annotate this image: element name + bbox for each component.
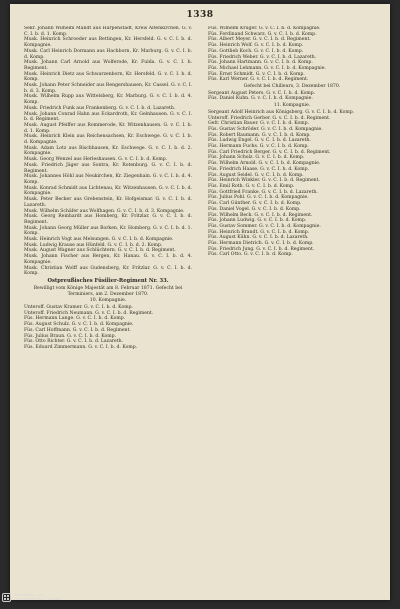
list-entry: Musk. Wilhelm Schäfer aus Wolfhagen. G. v. C. I. b. d. 3. Kompagnie. — [24, 208, 185, 214]
list-entry: Füs. Carl Günther. G. v. C. I. b. d. Komp. — [208, 201, 302, 207]
list-entry: Musk. Peter Becker aus Grebenstein, Kr. Hofgeismar. G. v. C. I. b. d. Lazareth. — [24, 197, 192, 208]
list-entry: Füs. Wilhelm Beck. G. v. C. I. b. d. Regiment. — [208, 212, 313, 218]
list-entry: Gefr. Christian Bauer. G. v. C. I. b. d. Komp. — [208, 121, 310, 127]
list-entry: Musk. Johann Fischer aus Bergen, Kr. Hanau. G. v. C. I. b. d. 4. Kompagnie. — [24, 254, 192, 265]
section-subheading: 10. Kompagnie. — [89, 298, 127, 304]
list-entry: Musk. Johann Carl Arnold aus Wolferode, Kr. Fulda. G. v. C. I. b. Regiment. — [24, 60, 192, 71]
right-column — [208, 26, 376, 588]
list-entry: Füs. Emil Roth. G. v. C. I. b. d. Komp. — [208, 183, 295, 189]
list-entry: Füs. Wilhelm Arnold. G. v. C. I. b. d. Kompagnie. — [208, 161, 321, 167]
list-entry: Füs. Julius Braun. G. v. C. I. b. d. Komp. — [24, 333, 117, 339]
list-entry: Füs. Otto Richter. G. v. C. I. b. d. Lazareth. — [24, 339, 123, 345]
list-entry: Unteroff. Gustav Kramer. G. v. C. I. b. d. Komp. — [24, 305, 134, 311]
list-entry: Füs. Carl Hoffmann. G. v. C. I. b. d. Regiment. — [24, 327, 131, 333]
list-entry: Unteroff. Friedrich Neumann. G. v. C. I. b. d. Regiment. — [24, 310, 154, 316]
list-entry: Unteroff. Friedrich Gerber. G. v. C. I. b. d. Regiment. — [208, 115, 331, 121]
list-entry: Füs. August Seidel. G. v. C. I. b. d. Komp. — [208, 172, 304, 178]
left-column — [24, 26, 192, 588]
list-entry: Musk. Ludwig Krause aus Hünfeld. G. v. C. I. b. d. 2. Komp. — [24, 242, 163, 248]
list-entry: Füs. Michael Lehmann. G. v. C. I. b. d. Kompagnie. — [208, 65, 326, 71]
list-entry: Musk. Konrad Schmidt aus Lichtenau, Kr. Witzenhausen. G. v. C. I. b. d. Kompagnie. — [24, 185, 192, 197]
list-entry: Füs. Carl Otto. G. v. C. I. b. d. Komp. — [208, 252, 293, 258]
list-entry: Füs. Gustav Schröder. G. v. C. I. b. d. Kompagnie. — [208, 126, 323, 132]
list-entry: Musk. Christian Wolff aus Gudensberg, Kr. Fritzlar. G. v. C. I. b. d. Komp. — [24, 265, 192, 277]
list-entry: Musk. Johann Georg Müller aus Borken, Kr. Homberg. G. v. C. I. b. d. 1. Komp. — [24, 225, 192, 237]
list-entry: Füs. Ferdinand Schwarz. G. v. C. I. b. d. Komp. — [208, 31, 317, 37]
list-entry: Füs. Heinrich Wolf. G. v. C. I. b. d. Komp. — [208, 43, 304, 49]
list-entry: Sergeant Adolf Heinrich aus Königsberg. G. v. C. I. b. d. Komp. — [208, 109, 355, 115]
list-entry: Sekr. Johann Wilhelm Mandt aus Harpenstadt, Kreis Altenkirchen. G. v. C. I. b. d. 1. Komp. — [24, 26, 192, 37]
list-entry: Musk. Friedrich Funk aus Frankenberg. G. v. C. I. b. d. Lazareth. — [24, 105, 176, 111]
list-entry: Musk. Georg Wenzel aus Herleshausen. G. v. C. I. b. d. Komp. — [24, 157, 168, 163]
list-entry: Musk. Johann Conrad Hahn aus Eckardroth, Kr. Gelnhausen. G. v. C. I. b. d. Regiment. — [24, 111, 192, 123]
list-entry: Musk. Heinrich Schroeder aus Bettingen, Kr. Hersfeld. G. v. C. I. b. d. Kompagnie. — [24, 37, 192, 49]
document-page — [10, 4, 390, 600]
list-entry: Füs. Johann Scholz. G. v. C. I. b. d. Komp. — [208, 155, 305, 161]
watermark-line-2: Landesbibliothek Düsseldorf — [14, 597, 63, 601]
section-subheading: 11. Kompagnie. — [273, 103, 311, 109]
list-entry: Füs. Ernst Schmidt. G. v. C. I. b. d. Komp. — [208, 71, 305, 77]
list-entry: Musk. Heinrich Dietz aus Schwarzenborn, Kr. Hersfeld. G. v. C. I. b. d. Komp. — [24, 71, 192, 83]
list-entry: Sergeant August Peters. G. v. C. I. b. d. Komp. — [208, 90, 316, 96]
list-entry: Füs. Ludwig Engel. G. v. C. I. b. d. Lazareth. — [208, 138, 311, 144]
list-entry: Füs. Heinrich Winkler. G. v. C. I. b. d. Regiment. — [208, 178, 320, 184]
library-logo-icon — [2, 593, 11, 602]
list-entry: Füs. Hermann Dietrich. G. v. C. I. b. d. Komp. — [208, 241, 314, 247]
list-entry: Füs. Wilhelm Krüger. G. v. C. I. b. d. Kompagnie. — [208, 26, 321, 31]
list-entry: Musk. Friedrich Jäger aus Sontra, Kr. Rotenburg. G. v. C. I. b. d. Regiment. — [24, 162, 192, 174]
list-entry: Füs. Gottlieb Koch. G. v. C. I. b. d. Komp. — [208, 48, 304, 54]
list-entry: Füs. Gustav Sommer. G. v. C. I. b. d. Kompagnie. — [208, 223, 321, 229]
list-entry: Füs. Robert Baumann. G. v. C. I. b. d. Komp. — [208, 132, 311, 138]
list-entry: Füs. Hermann Fuchs. G. v. C. I. b. d. Komp. — [208, 144, 309, 150]
list-entry: Musk. Carl Heinrich Dormann aus Hachborn, Kr. Marburg. G. v. C. I. b. d. Komp. — [24, 48, 192, 60]
list-entry: Füs. Eduard Zimmermann. G. v. C. I. b. d. Komp. — [24, 344, 138, 350]
library-watermark — [2, 589, 82, 605]
list-entry: Füs. Heinrich Brandt. G. v. C. I. b. d. Komp. — [208, 229, 310, 235]
list-entry: Musk. Johannes Höhl aus Neukirchen, Kr. Ziegenhain. G. v. C. I. b. d. 4. Komp. — [24, 174, 192, 185]
list-entry: Musk. Adam Lotz aus Bischhausen, Kr. Eschwege. G. v. C. I. b. d. 2. Kompagnie. — [24, 145, 192, 157]
page-number: 1338 — [186, 10, 214, 20]
list-entry: Musk. Heinrich Vogt aus Melsungen. G. v. C. I. b. d. Kompagnie. — [24, 237, 174, 243]
list-entry: Musk. August Pfeiffer aus Rommerode, Kr. Witzenhausen. G. v. C. I. b. d. 1. Komp. — [24, 122, 192, 134]
list-entry: Füs. Johann Hartmann. G. v. C. I. b. d. Komp. — [208, 60, 313, 66]
list-entry: Füs. Carl Friedrich Berger. G. v. C. I. b. d. Regiment. — [208, 149, 331, 155]
list-entry: Füs. Friedrich Weber. G. v. C. I. b. d. Lazareth. — [208, 54, 317, 60]
list-entry: Füs. Karl Werner. G. v. C. I. b. d. Regiment. — [208, 77, 309, 83]
list-entry: Musk. Wilhelm Rupp aus Wittelsberg, Kr. Marburg. G. v. C. I. b. d. 4. Komp. — [24, 94, 192, 106]
list-entry: Musk. Georg Reinhardt aus Homberg, Kr. Fritzlar. G. v. C. I. b. d. Regiment. — [24, 214, 192, 225]
list-entry: Füs. August Kühn. G. v. C. I. b. d. Lazareth. — [208, 235, 309, 241]
list-entry: Musk. Johann Peter Schneider aus Rengershausen, Kr. Cassel. G. v. C. I. b. d. 3. Komp. — [24, 83, 192, 94]
list-entry: Füs. Albert Meyer. G. v. C. I. b. d. Regiment. — [208, 37, 311, 43]
list-entry: Füs. Julius Pohl. G. v. C. I. b. d. Kompagnie. — [208, 195, 309, 201]
list-entry: Füs. Gottfried Franke. G. v. C. I. b. d. Lazareth. — [208, 189, 318, 195]
list-entry: Füs. Hermann Lange. G. v. C. I. b. d. Komp. — [24, 316, 126, 322]
list-entry: Füs. August Schulz. G. v. C. I. b. d. Kompagnie. — [24, 322, 134, 328]
list-entry: Füs. Daniel Vogel. G. v. C. I. b. d. Komp. — [208, 206, 301, 212]
list-entry: Musk. August Wagner aus Schlüchtern. G. v. C. I. b. d. Regiment. — [24, 248, 176, 254]
section-subheading: Bewilligt vom Könige Majestät am 8. Februar 1871. Gefecht bei Terminiers, am 2. Dezember 1870. — [33, 285, 183, 297]
section-subheading: Gefecht bei Chilleurs, 3. Dezember 1870. — [243, 84, 341, 90]
list-entry: Musk. Heinrich Klein aus Reichensachsen, Kr. Eschwege. G. v. C. I. b. d. Kompagnie. — [24, 134, 192, 146]
list-entry: Füs. Daniel Kuhn. G. v. C. I. b. d. Kompagnie. — [208, 96, 313, 102]
list-entry: Füs. Friedrich Haase. G. v. C. I. b. d. Komp. — [208, 166, 310, 172]
watermark-line-1: Universitäts- und — [14, 593, 44, 597]
section-heading: Ostpreußisches Füsilier-Regiment Nr. 33. — [47, 277, 169, 284]
list-entry: Füs. Johann Ludwig. G. v. C. I. b. d. Komp. — [208, 218, 307, 224]
list-entry: Füs. Friedrich Jung. G. v. C. I. b. d. Regiment. — [208, 246, 315, 252]
